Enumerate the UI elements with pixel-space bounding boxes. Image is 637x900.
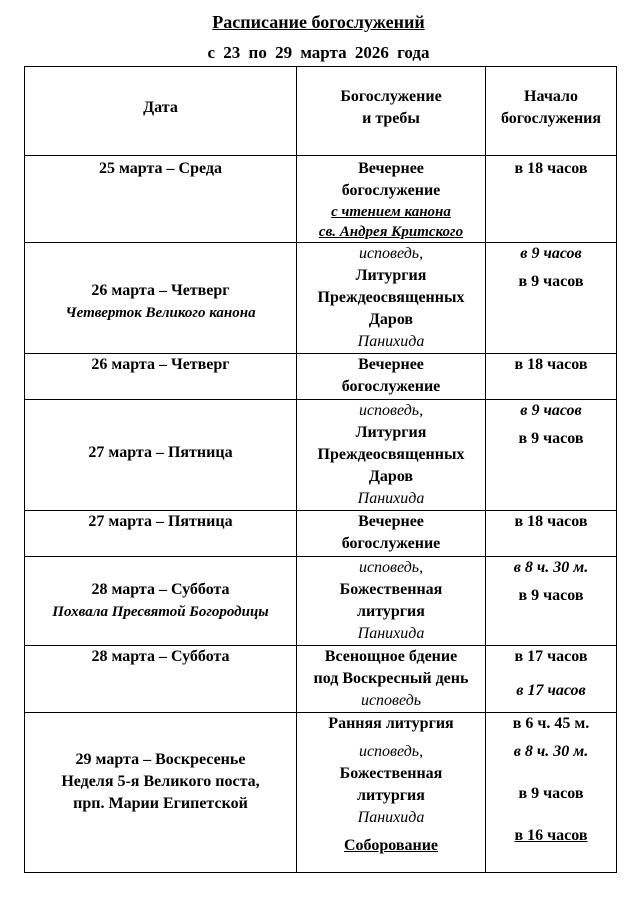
row-date: 25 марта – Среда — [25, 156, 297, 243]
header-row — [25, 67, 617, 156]
row-time: в 9 часов в 9 часов — [486, 243, 617, 354]
row-service: исповедь, Литургия Преждеосвященных Даров Панихида — [297, 243, 486, 354]
table-row — [25, 557, 617, 646]
row-date: 27 марта – Пятница — [25, 400, 297, 511]
row-date: 27 марта – Пятница — [25, 511, 297, 557]
row-date: 26 марта – Четверг Четверток Великого канона — [25, 243, 297, 354]
table-row — [25, 354, 617, 400]
row-date: 29 марта – Воскресенье Неделя 5-я Великого поста, прп. Марии Египетской — [25, 713, 297, 873]
page-title: Расписание богослужений — [212, 12, 425, 32]
row-service: Вечернее богослужение — [297, 511, 486, 557]
page-subtitle: с 23 по 29 марта 2026 года — [207, 43, 430, 62]
table-row — [25, 243, 617, 354]
header-start: Начало богослужения — [486, 67, 617, 156]
row-date: 28 марта – Суббота — [25, 646, 297, 713]
row-time: в 9 часов в 9 часов — [486, 400, 617, 511]
schedule-table — [24, 66, 617, 873]
row-time: в 18 часов — [486, 511, 617, 557]
row-time: в 18 часов — [486, 156, 617, 243]
row-service: Ранняя литургия исповедь, Божественная литургия Панихида Соборование — [297, 713, 486, 873]
row-time: в 17 часов в 17 часов — [486, 646, 617, 713]
table-row — [25, 646, 617, 713]
row-time: в 18 часов — [486, 354, 617, 400]
table-row — [25, 713, 617, 873]
row-service: Вечернее богослужение с чтением канона св. Андрея Критского — [297, 156, 486, 243]
row-date: 28 марта – Суббота Похвала Пресвятой Богородицы — [25, 557, 297, 646]
header-date: Дата — [25, 67, 297, 156]
row-date: 26 марта – Четверг — [25, 354, 297, 400]
table-row — [25, 156, 617, 243]
row-time: в 6 ч. 45 м. в 8 ч. 30 м. в 9 часов в 16 часов — [486, 713, 617, 873]
row-service: исповедь, Божественная литургия Панихида — [297, 557, 486, 646]
row-service: исповедь, Литургия Преждеосвященных Даров Панихида — [297, 400, 486, 511]
row-service: Вечернее богослужение — [297, 354, 486, 400]
table-row — [25, 511, 617, 557]
header-service: Богослужение и требы — [297, 67, 486, 156]
table-row — [25, 400, 617, 511]
row-time: в 8 ч. 30 м. в 9 часов — [486, 557, 617, 646]
row-service: Всенощное бдение под Воскресный день исповедь — [297, 646, 486, 713]
